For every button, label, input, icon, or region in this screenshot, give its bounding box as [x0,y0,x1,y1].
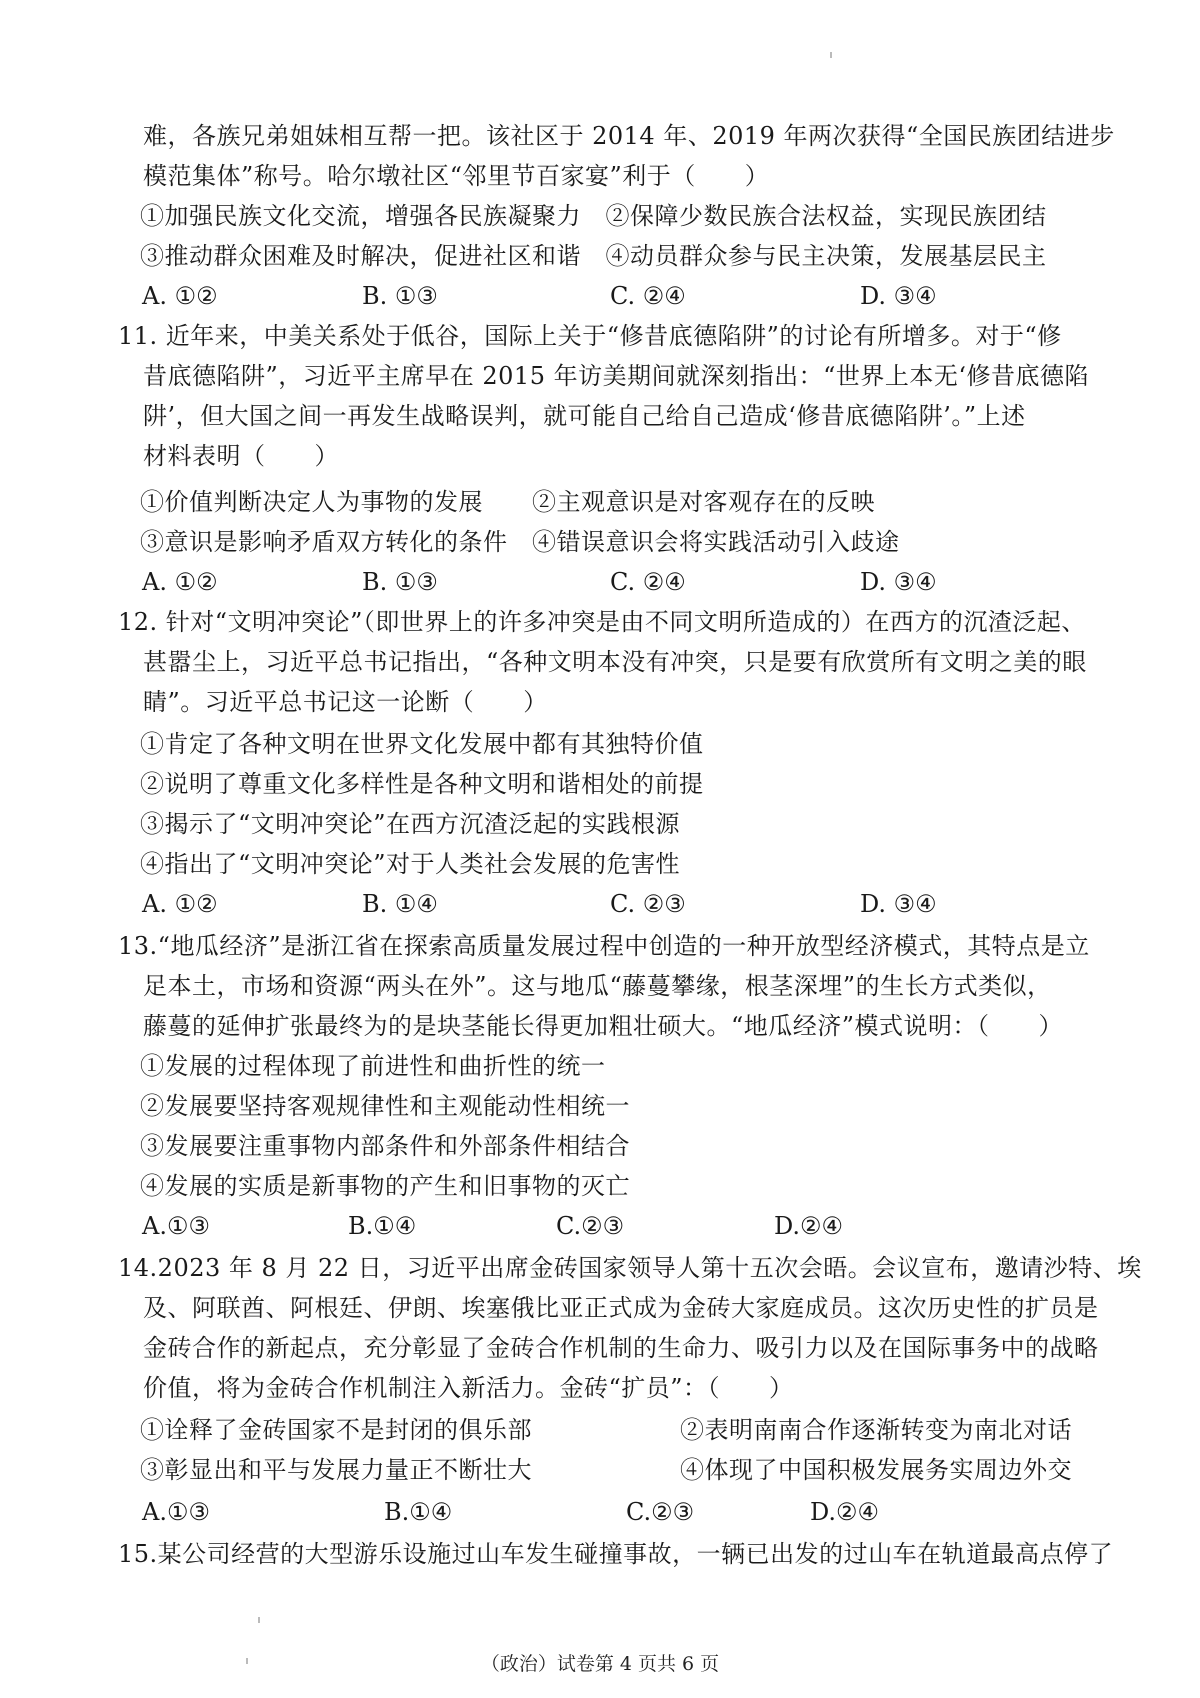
question-text-line: 昔底德陷阱”，习近平主席早在 2015 年访美期间就深刻指出：“世界上本无‘修昔底德陷 [143,362,1090,390]
statement: ②发展要坚持客观规律性和主观能动性相统一 [140,1092,630,1120]
question-text-line: 13.“地瓜经济”是浙江省在探索高质量发展过程中创造的一种开放型经济模式，其特点是立 [118,932,1090,960]
question-text-line: 甚嚣尘上，习近平总书记指出，“各种文明本没有冲突，只是要有欣赏所有文明之美的眼 [143,648,1087,676]
question-text-line: 睛”。习近平总书记这一论断（ ） [143,688,548,716]
option-b: B. ①④ [362,890,438,918]
statement: ④指出了“文明冲突论”对于人类社会发展的危害性 [140,850,681,878]
answer-options [0,1492,1200,1532]
statement: ③发展要注重事物内部条件和外部条件相结合 [140,1132,630,1160]
statement: ③揭示了“文明冲突论”在西方沉渣泛起的实践根源 [140,810,681,838]
statement: ①诠释了金砖国家不是封闭的俱乐部 [140,1416,532,1444]
option-d: D.②④ [774,1212,844,1240]
question-text-line: 12. 针对“文明冲突论”（即世界上的许多冲突是由不同文明所造成的）在西方的沉渣泛起、 [118,608,1086,636]
statement: ②说明了尊重文化多样性是各种文明和谐相处的前提 [140,770,704,798]
option-a: A.①③ [142,1498,210,1526]
statement: ③意识是影响矛盾双方转化的条件 ④错误意识会将实践活动引入歧途 [140,528,900,556]
question-text-line: 足本土，市场和资源“两头在外”。这与地瓜“藤蔓攀缘，根茎深埋”的生长方式类似， [143,972,1052,1000]
answer-options [0,1206,1200,1246]
statement: ②表明南南合作逐渐转变为南北对话 [680,1416,1072,1444]
question-text-line: 阱’，但大国之间一再发生战略误判，就可能自己给自己造成‘修昔底德陷阱’。”上述 [143,402,1026,430]
option-d: D.②④ [810,1498,880,1526]
answer-options [0,884,1200,924]
statement: ①发展的过程体现了前进性和曲折性的统一 [140,1052,606,1080]
question-text-line: 11. 近年来，中美关系处于低谷，国际上关于“修昔底德陷阱”的讨论有所增多。对于“修 [118,322,1062,350]
question-text-line: 14.2023 年 8 月 22 日，习近平出席金砖国家领导人第十五次会晤。会议宣布，邀请沙特、埃 [118,1254,1142,1282]
statement: ③彰显出和平与发展力量正不断壮大 [140,1456,532,1484]
statement: ①肯定了各种文明在世界文化发展中都有其独特价值 [140,730,704,758]
question-text-line: 材料表明（ ） [143,442,339,470]
answer-options [0,562,1200,602]
option-c: C. ②③ [610,890,686,918]
question-text-line: 模范集体”称号。哈尔墩社区“邻里节百家宴”利于（ ） [143,162,770,190]
option-b: B.①④ [384,1498,453,1526]
option-c: C.②③ [556,1212,625,1240]
question-text-line: 藤蔓的延伸扩张最终为的是块茎能长得更加粗壮硕大。“地瓜经济”模式说明：（ ） [143,1012,1064,1040]
option-d: D. ③④ [860,568,937,596]
option-c: C. ②④ [610,282,686,310]
option-b: B. ①③ [362,568,438,596]
option-a: A. ①② [142,568,218,596]
question-text-line: 金砖合作的新起点，充分彰显了金砖合作机制的生命力、吸引力以及在国际事务中的战略 [143,1334,1099,1362]
option-d: D. ③④ [860,282,937,310]
answer-options [0,276,1200,316]
scan-mark [258,1617,260,1623]
statement: ①加强民族文化交流，增强各民族凝聚力 ②保障少数民族合法权益，实现民族团结 [140,202,1047,230]
option-a: A. ①② [142,890,218,918]
question-text-line: 及、阿联酋、阿根廷、伊朗、埃塞俄比亚正式成为金砖大家庭成员。这次历史性的扩员是 [143,1294,1099,1322]
option-b: B.①④ [348,1212,417,1240]
option-c: C.②③ [626,1498,695,1526]
option-a: A.①③ [142,1212,210,1240]
statement: ④体现了中国积极发展务实周边外交 [680,1456,1072,1484]
statement: ①价值判断决定人为事物的发展 ②主观意识是对客观存在的反映 [140,488,875,516]
question-text-line: 难，各族兄弟姐妹相互帮一把。该社区于 2014 年、2019 年两次获得“全国民族团结进步 [143,122,1115,150]
statement: ④发展的实质是新事物的产生和旧事物的灭亡 [140,1172,630,1200]
page-footer: （政治）试卷第 4 页共 6 页 [480,1653,720,1675]
option-a: A. ①② [142,282,218,310]
option-b: B. ①③ [362,282,438,310]
question-text-line: 15.某公司经营的大型游乐设施过山车发生碰撞事故，一辆已出发的过山车在轨道最高点停了 [118,1540,1114,1568]
option-d: D. ③④ [860,890,937,918]
statement: ③推动群众困难及时解决，促进社区和谐 ④动员群众参与民主决策，发展基层民主 [140,242,1047,270]
scan-mark [830,52,832,58]
option-c: C. ②④ [610,568,686,596]
question-text-line: 价值，将为金砖合作机制注入新活力。金砖“扩员”：（ ） [143,1374,794,1402]
